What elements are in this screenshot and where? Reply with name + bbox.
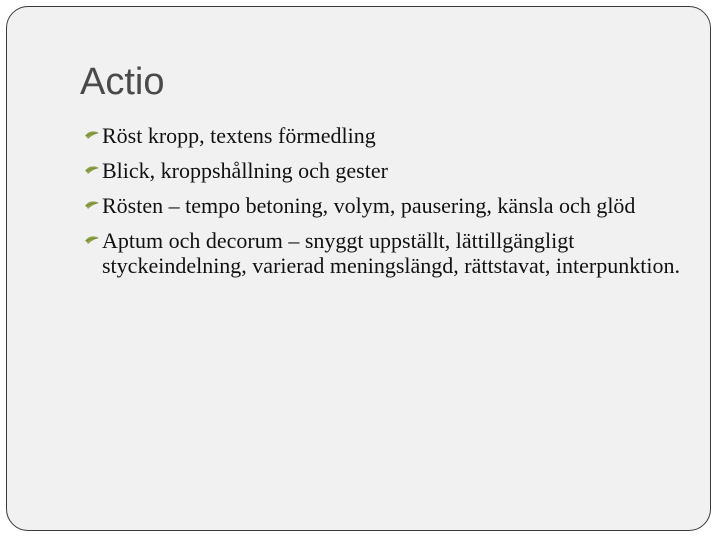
bullet-item: [84, 158, 684, 183]
bullet-text: Rösten – tempo betoning, volym, pausering, känsla och glöd: [102, 193, 636, 218]
leaf-bullet-icon: [84, 165, 100, 175]
bullet-text: Blick, kroppshållning och gester: [102, 158, 388, 183]
leaf-bullet-icon: [84, 235, 100, 245]
leaf-bullet-icon: [84, 130, 100, 140]
bullet-text: Aptum och decorum – snyggt uppställt, lättillgängligt styckeindelning, varierad meningslängd, rättstavat, interpunktion.: [102, 228, 680, 278]
slide-title: Actio: [80, 61, 165, 103]
slide-frame: [6, 6, 711, 531]
bullet-text: Röst kropp, textens förmedling: [102, 123, 376, 148]
bullet-item: [84, 123, 684, 148]
bullet-item: [84, 228, 684, 278]
bullet-item: [84, 193, 684, 218]
leaf-bullet-icon: [84, 200, 100, 210]
bullet-list: [84, 123, 684, 288]
